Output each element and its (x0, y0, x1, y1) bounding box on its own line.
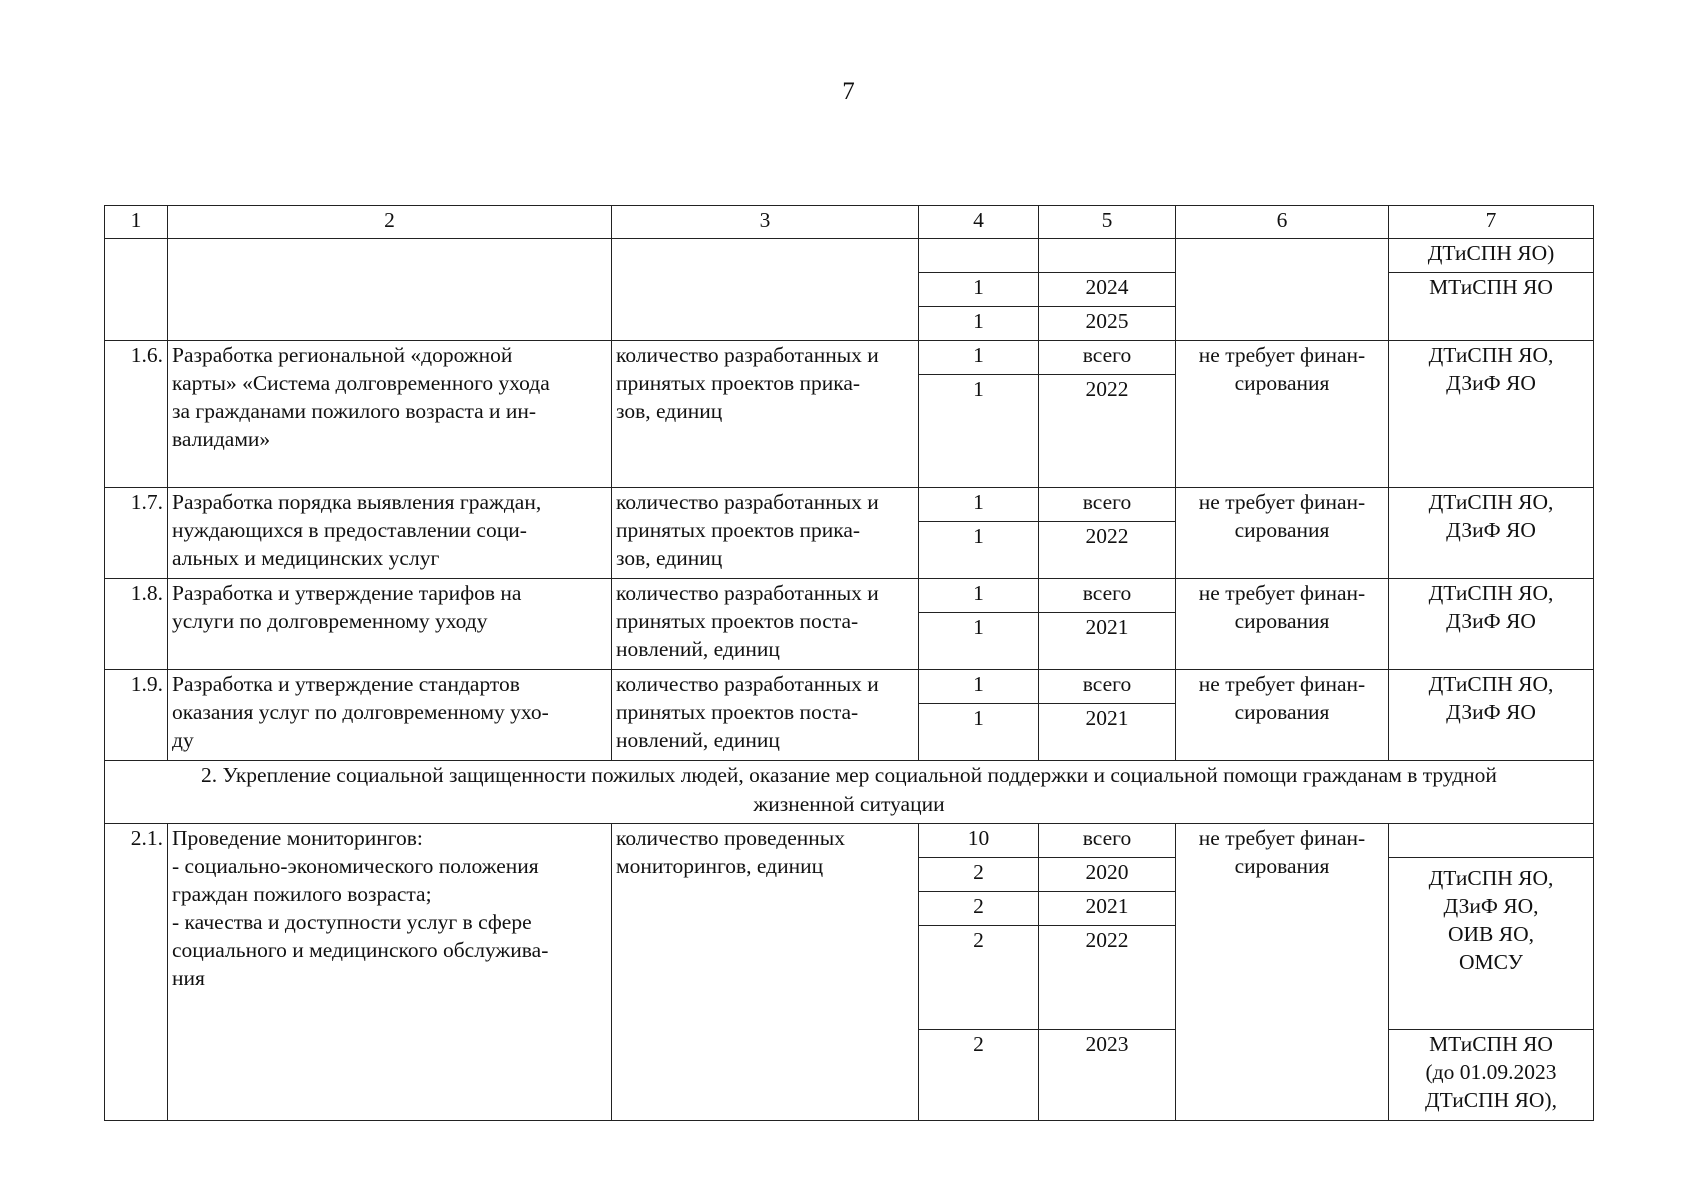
item-executor: ДТиСПН ЯО, ДЗиФ ЯО (1389, 579, 1594, 670)
page-number: 7 (842, 78, 855, 105)
value-cell: 1 (919, 307, 1039, 341)
value-cell: 1 (919, 579, 1039, 613)
year-cell: 2020 (1039, 858, 1176, 892)
value-cell: 10 (919, 824, 1039, 858)
item-text (168, 239, 612, 341)
item-indicator: количество разработанных и принятых проектов прика- зов, единиц (612, 341, 919, 488)
item-finance: не требует финан- сирования (1176, 824, 1389, 1121)
item-executor: ДТиСПН ЯО, ДЗиФ ЯО (1389, 488, 1594, 579)
item-text: Проведение мониторингов: - социально-экономического положения граждан пожилого возраста; - качества и доступности услуг в сфере социального и медицинского обслужива- ния (168, 824, 612, 1121)
item-executor: ДТиСПН ЯО, ДЗиФ ЯО (1389, 670, 1594, 761)
item-indicator (612, 239, 919, 341)
item-executor: ДТиСПН ЯО, ДЗиФ ЯО (1389, 341, 1594, 488)
item-finance (1176, 239, 1389, 341)
item-number: 1.9. (105, 670, 168, 761)
item-number: 2.1. (105, 824, 168, 1121)
item-executor: МТиСПН ЯО (1389, 273, 1594, 341)
program-table (104, 205, 1594, 1121)
table-row (105, 824, 1594, 858)
table-row (105, 488, 1594, 522)
year-cell: всего (1039, 341, 1176, 375)
item-finance: не требует финан- сирования (1176, 579, 1389, 670)
year-cell: 2022 (1039, 375, 1176, 488)
header-cell: 6 (1176, 206, 1389, 239)
header-cell: 4 (919, 206, 1039, 239)
value-cell (919, 239, 1039, 273)
value-cell: 2 (919, 926, 1039, 1030)
item-indicator: количество проведенных мониторингов, единиц (612, 824, 919, 1121)
value-cell: 1 (919, 488, 1039, 522)
item-text: Разработка порядка выявления граждан, нуждающихся в предоставлении соци- альных и медицинских услуг (168, 488, 612, 579)
year-cell (1039, 239, 1176, 273)
year-cell: 2022 (1039, 522, 1176, 579)
value-cell: 1 (919, 522, 1039, 579)
section-heading: 2. Укрепление социальной защищенности пожилых людей, оказание мер социальной поддержки и социальной помощи гражданам в трудной жизненной ситуации (105, 761, 1594, 824)
year-cell: 2025 (1039, 307, 1176, 341)
table-row (105, 239, 1594, 273)
value-cell: 1 (919, 375, 1039, 488)
item-text: Разработка и утверждение стандартов оказания услуг по долговременному ухо- ду (168, 670, 612, 761)
item-text: Разработка и утверждение тарифов на услуги по долговременному уходу (168, 579, 612, 670)
header-cell: 7 (1389, 206, 1594, 239)
value-cell: 2 (919, 892, 1039, 926)
header-cell: 5 (1039, 206, 1176, 239)
year-cell: 2021 (1039, 704, 1176, 761)
header-cell: 1 (105, 206, 168, 239)
item-number: 1.7. (105, 488, 168, 579)
year-cell: 2021 (1039, 892, 1176, 926)
item-number: 1.8. (105, 579, 168, 670)
item-indicator: количество разработанных и принятых проектов прика- зов, единиц (612, 488, 919, 579)
year-cell: всего (1039, 670, 1176, 704)
header-cell: 2 (168, 206, 612, 239)
item-executor: ДТиСПН ЯО, ДЗиФ ЯО, ОИВ ЯО, ОМСУ (1389, 858, 1594, 1030)
item-number (105, 239, 168, 341)
year-cell: 2022 (1039, 926, 1176, 1030)
table-row (105, 670, 1594, 704)
value-cell: 1 (919, 613, 1039, 670)
year-cell: 2021 (1039, 613, 1176, 670)
item-text: Разработка региональной «дорожной карты» «Система долговременного ухода за гражданами пожилого возраста и ин- валидами» (168, 341, 612, 488)
year-cell: 2024 (1039, 273, 1176, 307)
year-cell: всего (1039, 488, 1176, 522)
item-indicator: количество разработанных и принятых проектов поста- новлений, единиц (612, 670, 919, 761)
item-number: 1.6. (105, 341, 168, 488)
table-row (105, 579, 1594, 613)
item-finance: не требует финан- сирования (1176, 488, 1389, 579)
value-cell: 1 (919, 273, 1039, 307)
table-row (105, 341, 1594, 375)
header-cell: 3 (612, 206, 919, 239)
section-row (105, 761, 1594, 824)
header-row (105, 206, 1594, 239)
item-indicator: количество разработанных и принятых проектов поста- новлений, единиц (612, 579, 919, 670)
year-cell: всего (1039, 824, 1176, 858)
value-cell: 1 (919, 670, 1039, 704)
item-executor: ДТиСПН ЯО) (1389, 239, 1594, 273)
item-executor (1389, 824, 1594, 858)
year-cell: 2023 (1039, 1030, 1176, 1121)
item-executor: МТиСПН ЯО (до 01.09.2023 ДТиСПН ЯО), (1389, 1030, 1594, 1121)
item-finance: не требует финан- сирования (1176, 341, 1389, 488)
item-finance: не требует финан- сирования (1176, 670, 1389, 761)
year-cell: всего (1039, 579, 1176, 613)
value-cell: 1 (919, 341, 1039, 375)
value-cell: 2 (919, 1030, 1039, 1121)
value-cell: 1 (919, 704, 1039, 761)
value-cell: 2 (919, 858, 1039, 892)
